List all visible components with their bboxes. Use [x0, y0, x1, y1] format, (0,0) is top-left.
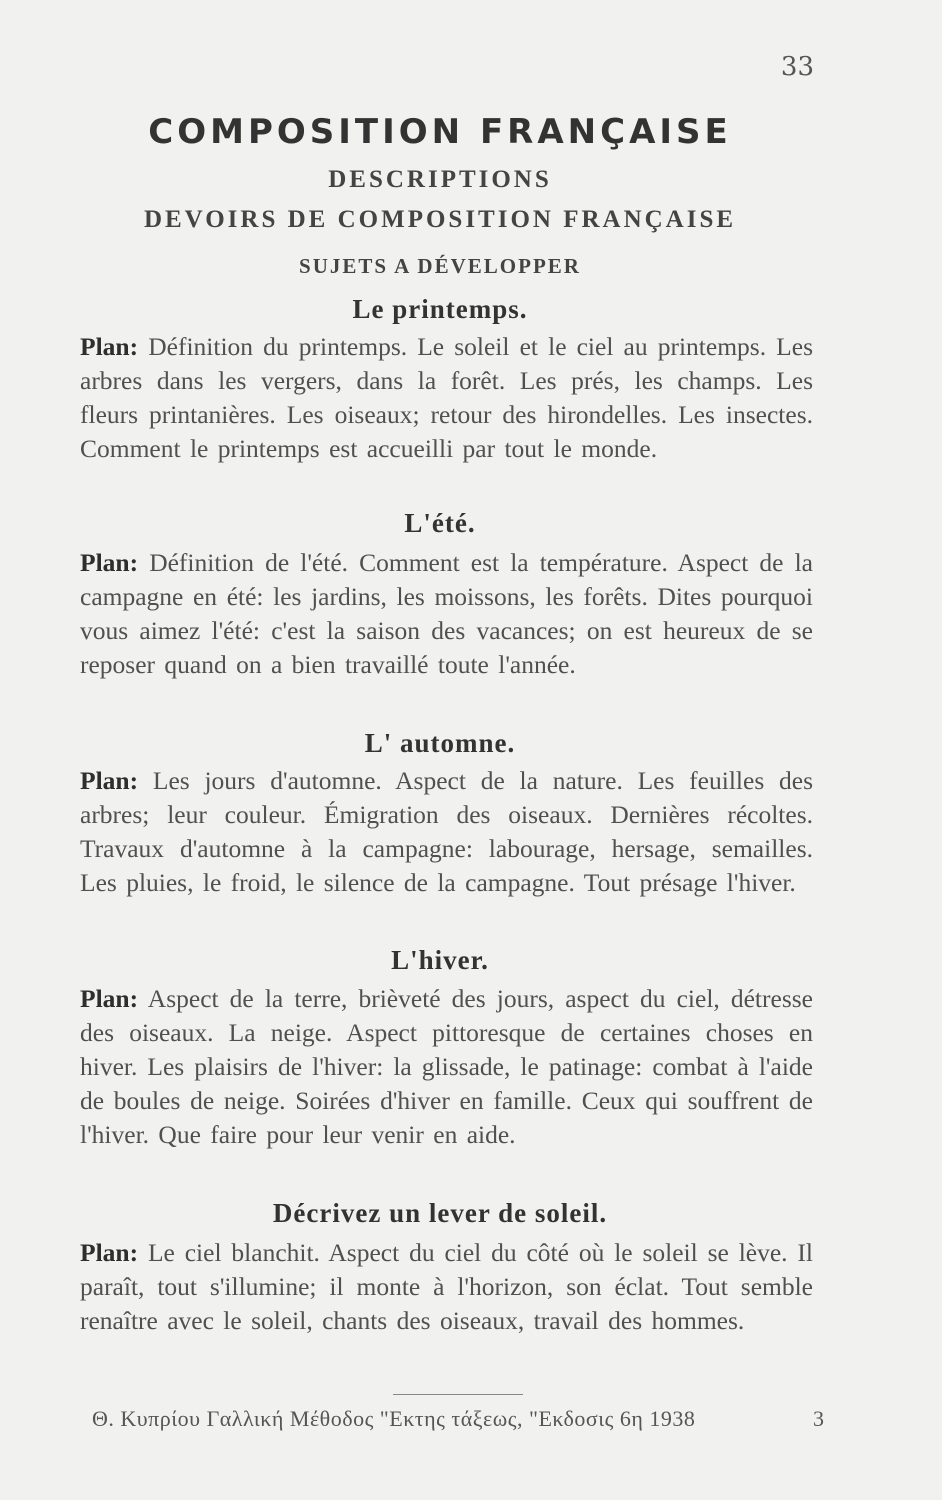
footer-signature-mark: 3 [813, 1406, 824, 1431]
section-heading-lever-soleil: Décrivez un lever de soleil. [272, 1198, 608, 1228]
footer-divider [393, 1394, 523, 1395]
subtitle-descriptions: DESCRIPTIONS [328, 166, 552, 193]
section-plan-lever-soleil [80, 1236, 813, 1338]
section-heading-automne: L' automne. [364, 728, 516, 758]
plan-label: Plan: [80, 1238, 139, 1267]
main-title: COMPOSITION FRANÇAISE [148, 112, 732, 152]
section-plan-printemps [80, 330, 813, 466]
plan-text: Le ciel blanchit. Aspect du ciel du côté où le soleil se lève. Il paraît, tout s'illumine; il monte à l'horizon, son éclat. Tout semble renaître avec le soleil, chants des oiseaux, travail des hommes. [80, 1238, 813, 1335]
subtitle-sujets: SUJETS A DÉVELOPPER [299, 254, 581, 278]
plan-label: Plan: [80, 984, 139, 1013]
plan-text: Définition de l'été. Comment est la température. Aspect de la campagne en été: les jardins, les moissons, les forêts. Dites pourquoi vous aimez l'été: c'est la saison des vacances; on est heureux de se reposer quand on a bien travaillé toute l'année. [80, 548, 813, 679]
section-plan-ete [80, 546, 813, 682]
section-heading-ete: L'été. [404, 508, 476, 538]
plan-text: Aspect de la terre, brièveté des jours, aspect du ciel, détresse des oiseaux. La neige. Aspect pittoresque de certaines choses en hiver. Les plaisirs de l'hiver: la glissade, le patinage: combat à l'aide de boules de neige. Soirées d'hiver en famille. Ceux qui souffrent de l'hiver. Que faire pour leur venir en aide. [80, 984, 813, 1149]
plan-text: Les jours d'automne. Aspect de la nature. Les feuilles des arbres; leur couleur. Émigration des oiseaux. Dernières récoltes. Travaux d'automne à la campagne: labourage, hersage, semailles. Les pluies, le froid, le silence de la campagne. Tout présage l'hiver. [80, 766, 814, 897]
page-number: 33 [780, 52, 814, 82]
plan-label: Plan: [80, 766, 139, 795]
subtitle-devoirs: DEVOIRS DE COMPOSITION FRANÇAISE [143, 206, 737, 233]
section-heading-printemps: Le printemps. [352, 294, 528, 324]
plan-label: Plan: [80, 548, 139, 577]
section-plan-automne [80, 764, 813, 900]
section-heading-hiver: L'hiver. [391, 945, 489, 975]
plan-label: Plan: [80, 332, 139, 361]
plan-text: Définition du printemps. Le soleil et le ciel au printemps. Les arbres dans les vergers, dans la forêt. Les prés, les champs. Les fleurs printanières. Les oiseaux; retour des hirondelles. Les insectes. Comment le printemps est accueilli par tout le monde. [80, 332, 814, 463]
section-plan-hiver [80, 982, 813, 1152]
footer-citation: Θ. Κυπρίου Γαλλική Μέθοδος "Εκτης τάξεως, "Εκδοσις 6η 1938 [92, 1406, 696, 1431]
